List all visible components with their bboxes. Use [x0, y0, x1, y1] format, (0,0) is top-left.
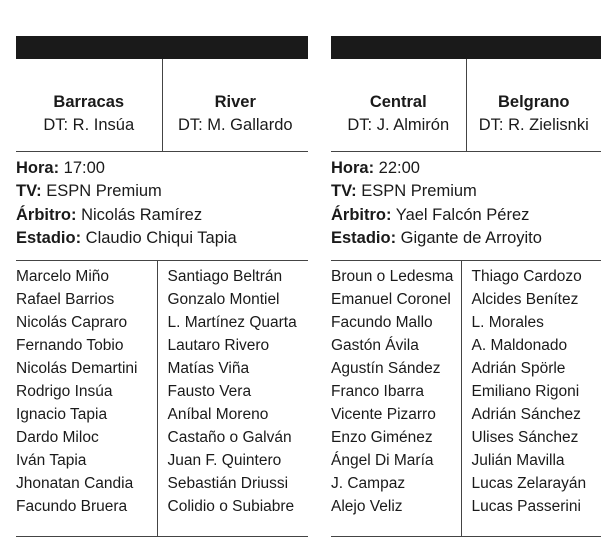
- info-time: Hora: 22:00: [331, 159, 420, 177]
- player-name: Facundo Bruera: [16, 498, 128, 515]
- player-name: Nicolás Capraro: [16, 314, 128, 331]
- home-team: [16, 59, 162, 151]
- player-name: Franco Ibarra: [331, 383, 425, 400]
- match-card-central-belgrano: [331, 36, 601, 537]
- teams-row: [16, 59, 308, 152]
- info-time: Hora: 17:00: [16, 159, 105, 177]
- player-name: Colidio o Subiabre: [167, 498, 295, 515]
- player-name: Castaño o Galván: [167, 429, 292, 446]
- away-team-coach: DT: M. Gallardo: [177, 116, 293, 134]
- info-referee: Árbitro: Nicolás Ramírez: [16, 205, 203, 224]
- player-name: Jhonatan Candia: [16, 475, 134, 492]
- player-name: Emiliano Rigoni: [471, 383, 580, 400]
- player-name: Adrián Sánchez: [471, 406, 581, 423]
- player-name: Rafael Barrios: [16, 291, 115, 308]
- player-name: Matías Viña: [167, 360, 250, 377]
- player-name: Lautaro Rivero: [167, 337, 270, 354]
- home-team-name: Barracas: [53, 93, 125, 111]
- player-name: Thiago Cardozo: [471, 268, 582, 285]
- player-name: L. Morales: [471, 314, 544, 331]
- match-info: [16, 152, 308, 261]
- header-bar: [16, 36, 308, 59]
- match-info: [331, 152, 601, 261]
- player-name: Nicolás Demartini: [16, 360, 138, 377]
- player-name: Alejo Veliz: [331, 498, 403, 515]
- player-name: Broun o Ledesma: [331, 268, 454, 285]
- player-name: Ángel Di María: [331, 452, 434, 469]
- home-lineup: [331, 261, 461, 536]
- player-name: Gonzalo Montiel: [167, 291, 280, 308]
- player-name: Rodrigo Insúa: [16, 383, 113, 400]
- player-name: Fernando Tobio: [16, 337, 124, 354]
- away-lineup: [461, 261, 602, 536]
- info-stadium: Estadio: Gigante de Arroyito: [331, 229, 542, 248]
- info-tv: TV: ESPN Premium: [331, 182, 477, 201]
- away-team-name: Belgrano: [497, 93, 570, 111]
- home-team-coach: DT: J. Almirón: [347, 116, 450, 134]
- player-name: Julián Mavilla: [471, 452, 565, 469]
- player-name: Sebastián Driussi: [167, 475, 289, 492]
- player-name: Emanuel Coronel: [331, 291, 451, 308]
- player-name: A. Maldonado: [471, 337, 568, 354]
- player-name: Fausto Vera: [167, 383, 252, 400]
- player-name: Adrián Spörle: [471, 360, 566, 377]
- player-name: Vicente Pizarro: [331, 406, 436, 423]
- away-team: [162, 59, 309, 151]
- player-name: Iván Tapia: [16, 452, 87, 469]
- home-team-name: Central: [369, 93, 427, 111]
- player-name: Ignacio Tapia: [16, 406, 108, 423]
- info-tv: TV: ESPN Premium: [16, 182, 162, 201]
- player-name: Lucas Passerini: [471, 498, 581, 515]
- away-team-name: River: [214, 93, 256, 111]
- player-name: Enzo Giménez: [331, 429, 433, 446]
- away-lineup: [157, 261, 309, 536]
- player-name: J. Campaz: [331, 475, 406, 492]
- match-card-barracas-river: [16, 36, 308, 537]
- player-name: Marcelo Miño: [16, 268, 110, 285]
- player-name: Agustín Sández: [331, 360, 441, 377]
- player-name: Gastón Ávila: [331, 337, 419, 354]
- info-stadium: Estadio: Claudio Chiqui Tapia: [16, 229, 237, 248]
- player-name: Dardo Miloc: [16, 429, 99, 446]
- player-name: L. Martínez Quarta: [167, 314, 297, 331]
- player-name: Ulises Sánchez: [471, 429, 579, 446]
- player-name: Juan F. Quintero: [167, 452, 282, 469]
- player-name: Alcides Benítez: [471, 291, 579, 308]
- teams-row: [331, 59, 601, 152]
- lineups: [16, 261, 308, 537]
- lineups: [331, 261, 601, 537]
- player-name: Santiago Beltrán: [167, 268, 283, 285]
- info-referee: Árbitro: Yael Falcón Pérez: [331, 205, 530, 224]
- player-name: Aníbal Moreno: [167, 406, 269, 423]
- player-name: Lucas Zelarayán: [471, 475, 587, 492]
- home-lineup: [16, 261, 157, 536]
- away-team-coach: DT: R. Zielisnki: [478, 116, 589, 134]
- header-bar: [331, 36, 601, 59]
- home-team-coach: DT: R. Insúa: [43, 116, 135, 134]
- home-team: [331, 59, 466, 151]
- player-name: Facundo Mallo: [331, 314, 433, 331]
- away-team: [466, 59, 602, 151]
